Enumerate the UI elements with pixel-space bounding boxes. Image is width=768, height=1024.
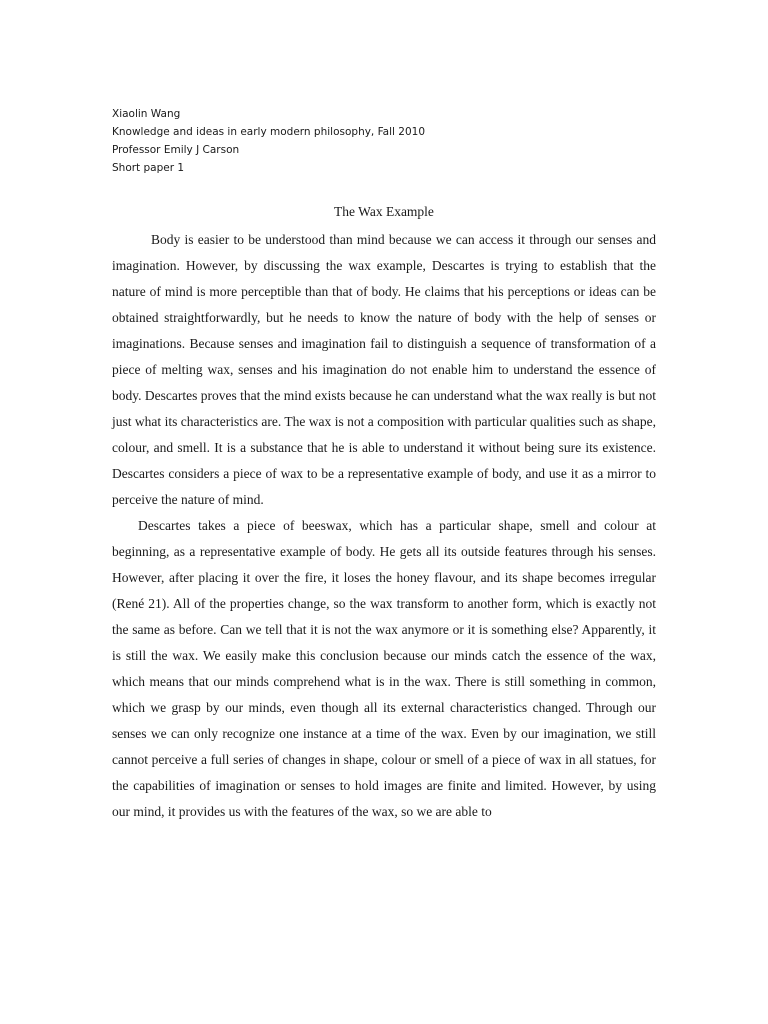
course-name: Knowledge and ideas in early modern philosophy, Fall 2010 [112,126,426,138]
paper-header [112,105,672,177]
author-name: Xiaolin Wang [112,108,181,120]
paragraph-1: Body is easier to be understood than mind because we can access it through our senses and imagination. However, by discussing the wax example, Descartes is trying to establish that the nature of mind is more perceptible than that of body. He claims that his perceptions or ideas can be obtained straightforwardly, but he needs to know the nature of body with the help of senses or imaginations. Because senses and imagination fail to distinguish a sequence of transformation of a piece of melting wax, senses and his imagination do not enable him to understand the essence of body. Descartes proves that the mind exists because he can understand what the wax really is but not just what its characteristics are. The wax is not a composition with particular qualities such as shape, colour, and smell. It is a substance that he is able to understand it without being sure its existence. Descartes considers a piece of wax to be a representative example of body, and use it as a mirror to perceive the nature of mind. [112,232,656,507]
document-title: The Wax Example [334,204,434,219]
professor-name: Professor Emily J Carson [112,144,240,156]
document-body [112,227,656,825]
paragraph-2: Descartes takes a piece of beeswax, which has a particular shape, smell and colour at beginning, as a representative example of body. He gets all its outside features through his senses. However, after placing it over the fire, it loses the honey flavour, and its shape becomes irregular (René 21). All of the properties change, so the wax transform to another form, which is exactly not the same as before. Can we tell that it is not the wax anymore or it is something else? Apparently, it is still the wax. We easily make this conclusion because our minds catch the essence of the wax, which means that our minds comprehend what is in the wax. There is still something in common, which we grasp by our minds, even though all its external characteristics changed. Through our senses we can only recognize one instance at a time of the wax. Even by our imagination, we still cannot perceive a full series of changes in shape, colour or smell of a piece of wax in all statues, for the capabilities of imagination or senses to hold images are finite and limited. However, by using our mind, it provides us with the features of the wax, so we are able to [112,518,656,819]
assignment-name: Short paper 1 [112,162,185,174]
